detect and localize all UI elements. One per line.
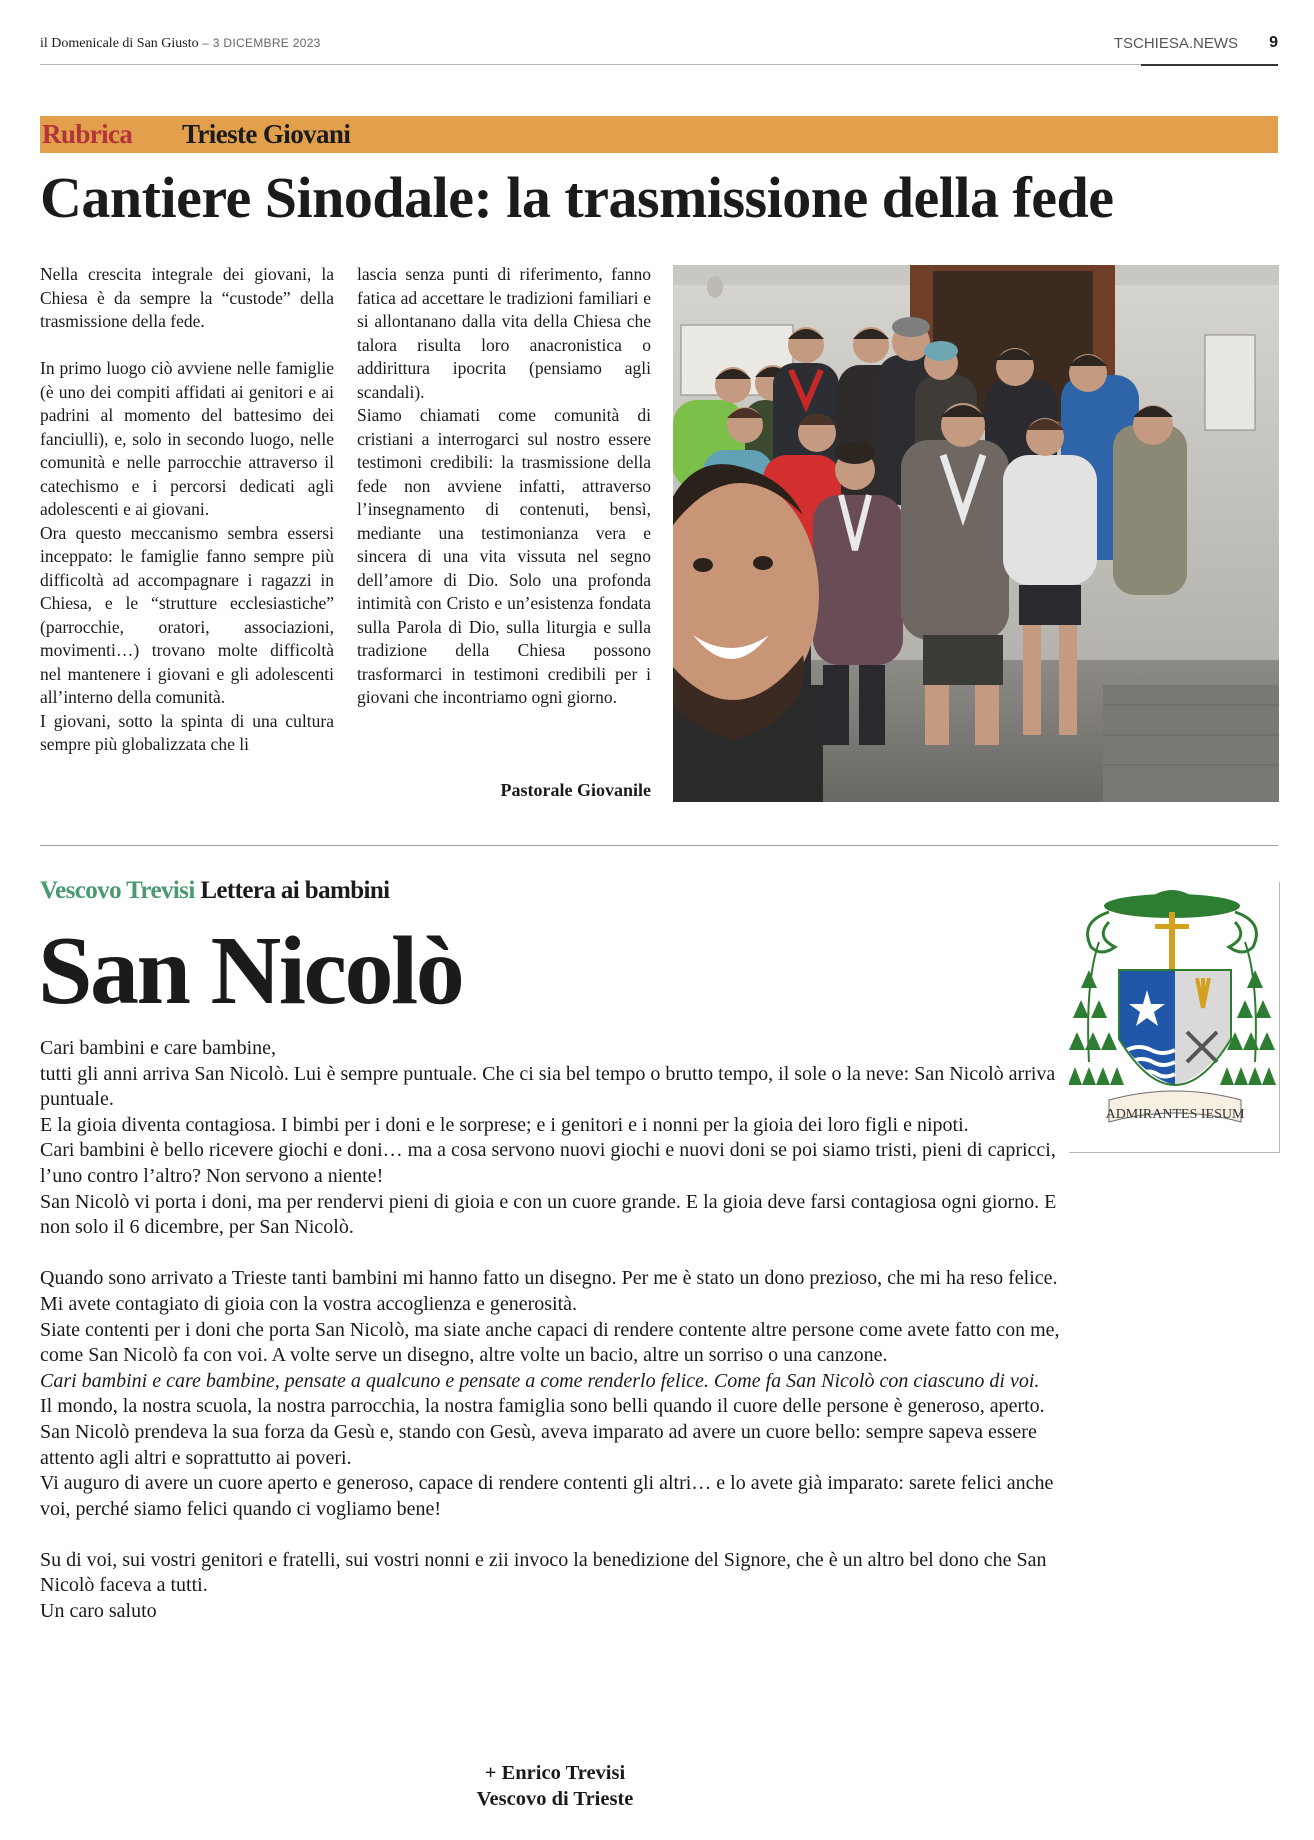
coat-motto: ADMIRANTES IESUM — [1105, 1107, 1245, 1122]
rubrica-kicker: Rubrica — [42, 119, 133, 149]
signature-title: Vescovo di Trieste — [476, 1788, 634, 1810]
letter-signature — [400, 1760, 710, 1812]
running-head — [40, 34, 1278, 65]
publication-name: il Domenicale di San Giusto — [40, 36, 199, 51]
signature-name: + Enrico Trevisi — [484, 1762, 626, 1784]
paragraph: Siamo chiamati come comunità di cristiani a interrogarci sul nostro essere testimoni credibili: la trasmissione della fede non avviene infatti, attraverso l’insegnamento di contenuti, bensì, mediante una testimonianza vera e sincera di una vita vissuta nel segno dell’amore di Dio. Solo una profonda intimità con Cristo e un’esistenza fondata sulla Parola di Dio, sulla liturgia e sulla tradizione della Chiesa possono trasformarci in testimoni credibili per i giovani che incontriamo ogni giorno. — [357, 405, 651, 707]
issue-date: – 3 DICEMBRE 2023 — [202, 36, 321, 50]
paragraph: Su di voi, sui vostri genitori e fratelli, sui vostri nonni e zii invoco la benedizione del Signore, che è un altro bel dono che San Nicolò faceva a tutti. — [40, 1548, 1047, 1597]
article-column-2 — [357, 263, 651, 710]
section-divider — [40, 845, 1278, 846]
page-number-rule — [1141, 64, 1278, 66]
group-photo — [673, 265, 1279, 802]
letter-kicker — [40, 877, 390, 905]
paragraph: Quando sono arrivato a Trieste tanti bambini mi hanno fatto un disegno. Per me è stato un dono prezioso, che mi ha reso felice. Mi avete contagiato di gioia con la vostra accoglienza e generosità. — [40, 1267, 1058, 1315]
paragraph: Un caro saluto — [40, 1600, 157, 1623]
rubrica-section: Trieste Giovani — [182, 119, 351, 149]
letter-kicker-author: Vescovo Trevisi — [40, 877, 195, 904]
paragraph: San Nicolò vi porta i doni, ma per rendervi pieni di gioia e con un cuore grande. E la gioia deve farsi contagiosa ogni giorno. E non solo il 6 dicembre, per San Nicolò. — [40, 1190, 1057, 1239]
paragraph: Nella crescita integrale dei giovani, la Chiesa è da sempre la “custode” della trasmissione della fede. — [40, 264, 334, 331]
group-photo-illustration — [673, 265, 1279, 802]
paragraph: Vi auguro di avere un cuore aperto e generoso, capace di rendere contenti gli altri… e lo avete già imparato: sarete felici anche voi, perché siamo felici quando ci vogliamo bene! — [40, 1472, 1054, 1520]
rubrica-bar — [40, 116, 1278, 153]
coat-of-arms-illustration — [1069, 882, 1279, 1152]
publication-line — [40, 36, 321, 52]
paragraph: E la gioia diventa contagiosa. I bimbi per i doni e le sorprese; e i genitori e i nonni per la gioia dei loro figli e nipoti. — [40, 1113, 969, 1136]
coat-of-arms — [1069, 882, 1280, 1153]
paragraph: Cari bambini è bello ricevere giochi e doni… ma a cosa servono nuovi giochi e nuovi doni se poi siamo tristi, pieni di capricci, l’uno contro l’altro? Non servono a niente! — [40, 1139, 1056, 1187]
paragraph-italic: Cari bambini e care bambine, pensate a qualcuno e pensate a come renderlo felice. Come fa San Nicolò con ciascuno di voi. — [40, 1369, 1040, 1392]
paragraph: Cari bambini e care bambine, — [40, 1037, 277, 1059]
paragraph: tutti gli anni arriva San Nicolò. Lui è sempre puntuale. Che ci sia bel tempo o brutto tempo, il sole o la neve: San Nicolò arriva puntuale. — [40, 1062, 1056, 1111]
letter-body — [40, 1036, 1070, 1625]
article-headline: Cantiere Sinodale: la trasmissione della fede — [40, 165, 1114, 230]
article-signature: Pastorale Giovanile — [500, 780, 651, 800]
paragraph: Ora questo meccanismo sembra essersi inceppato: le famiglie fanno sempre più difficoltà ad accompagnare i ragazzi in Chiesa, e le “strutture ecclesiastiche” (parrocchie, oratori, associazioni, movimenti…) trovano molte difficoltà nel mantenere i giovani e gli adolescenti all’interno della comunità. — [40, 522, 334, 707]
letter-headline: San Nicolò — [38, 917, 463, 1025]
page-number: 9 — [1269, 34, 1278, 51]
paragraph: San Nicolò prendeva la sua forza da Gesù e, stando con Gesù, aveva imparato ad avere un cuore bello: sempre sapeva essere attento agli altri e soprattutto ai poveri. — [40, 1420, 1037, 1469]
paragraph: Siate contenti per i doni che porta San Nicolò, ma siate anche capaci di rendere contente altre persone come avete fatto con me, come San Nicolò fa con voi. A volte serve un disegno, altre volte un bacio, altre un sorriso o una canzone. — [40, 1318, 1060, 1367]
paragraph: I giovani, sotto la spinta di una cultura sempre più globalizzata che li — [40, 710, 334, 754]
letter-kicker-section: Lettera ai bambini — [200, 877, 390, 904]
paragraph: In primo luogo ciò avviene nelle famiglie (è uno dei compiti affidati ai genitori e ai padrini al momento del battesimo dei fanciulli), e, solo in secondo luogo, nelle comunità e nelle parrocchie attraverso il catechismo e i percorsi dedicati agli adolescenti e ai giovani. — [40, 358, 334, 519]
site-name: TSCHIESA.NEWS — [1113, 35, 1238, 52]
paragraph: lascia senza punti di riferimento, fanno fatica ad accettare le tradizioni familiari e si allontanano dalla vita della Chiesa che talora risulta loro anacronistica o addirittura ipocrita (pensiamo agli scandali). — [357, 264, 651, 402]
paragraph: Il mondo, la nostra scuola, la nostra parrocchia, la nostra famiglia sono belli quando il cuore delle persone è generoso, aperto. — [40, 1395, 1045, 1418]
article-column-1 — [40, 263, 334, 757]
